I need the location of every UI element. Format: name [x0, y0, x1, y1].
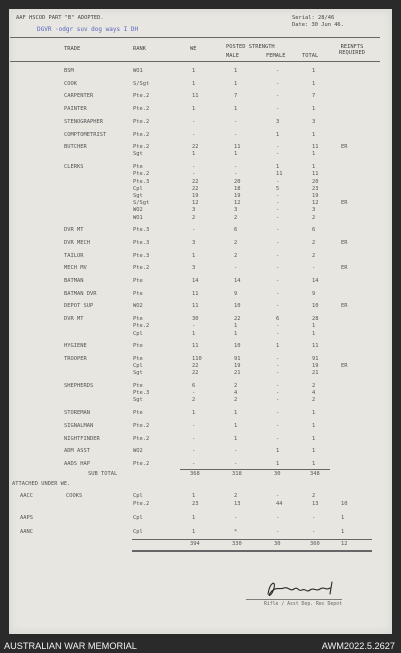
row-female: - — [276, 303, 280, 310]
row-rank: Pte.2 — [133, 460, 150, 467]
row-rank: Pte.3 — [133, 178, 150, 185]
subtotal-label: SUB TOTAL — [88, 471, 118, 478]
row-we: 1 — [192, 252, 196, 259]
row-we: 12 — [192, 200, 199, 207]
row-rank: Sgt — [133, 370, 143, 377]
row-female: - — [276, 390, 280, 397]
row-rank: WO2 — [133, 448, 143, 455]
row-female: 6 — [276, 316, 280, 323]
attached-rank: Cpl — [133, 515, 143, 522]
row-trade: DVR MT — [64, 316, 84, 323]
col-we: WE — [190, 46, 197, 52]
row-reinfts: ER — [341, 200, 348, 207]
row-we: 6 — [192, 383, 196, 389]
row-reinfts: ER — [341, 144, 348, 151]
row-trade: CLERKS — [64, 164, 84, 171]
row-rank: Pte — [133, 316, 143, 323]
row-rank: Sgt — [133, 151, 143, 158]
row-total: 11 — [312, 343, 319, 350]
row-male: 10 — [234, 303, 241, 310]
row-rank: Pte — [133, 383, 143, 389]
row-we: 1 — [192, 330, 196, 337]
row-we: - — [192, 460, 196, 467]
row-total: 19 — [312, 363, 319, 370]
row-total: 14 — [312, 278, 319, 284]
row-rank: Pte.2 — [133, 144, 150, 151]
row-male: 6 — [234, 227, 238, 234]
row-we: - — [192, 435, 196, 442]
row-rank: Pte.3 — [133, 252, 150, 259]
col-male: MALE — [226, 53, 239, 59]
row-total: - — [312, 265, 316, 272]
archive-footer — [0, 638, 401, 653]
row-rank: Pte.2 — [133, 118, 150, 125]
row-rank: Pte.2 — [133, 131, 150, 138]
row-male: 2 — [234, 214, 238, 221]
row-female: - — [276, 227, 280, 234]
row-we: - — [192, 323, 196, 330]
row-rank: Cpl — [133, 330, 143, 337]
attached-unit: AAPS — [20, 515, 33, 522]
row-rank: Cpl — [133, 363, 143, 370]
row-female: 11 — [276, 171, 283, 178]
row-male: 1 — [234, 68, 238, 74]
header-bottom-rule — [10, 61, 380, 62]
row-total: 4 — [312, 390, 316, 397]
row-rank: Pte.2 — [133, 265, 150, 272]
row-total: 1 — [312, 448, 316, 455]
row-we: 3 — [192, 207, 196, 214]
row-total: 23 — [312, 185, 319, 192]
row-male: 21 — [234, 370, 241, 377]
row-we: 1 — [192, 68, 196, 74]
row-trade: BUTCHER — [64, 144, 87, 151]
row-total: 21 — [312, 370, 319, 377]
document-date: Date: 30 Jun 46. — [292, 22, 344, 28]
row-total: 28 — [312, 316, 319, 323]
ink-stamp: DGVR ·odgr suv dog ways I DH — [37, 26, 139, 33]
col-reinfts-required: REINFTS REQUIRED — [339, 44, 365, 57]
attached-female: - — [276, 515, 280, 522]
row-female: - — [276, 68, 280, 74]
row-total: 1 — [312, 80, 316, 87]
row-female: 1 — [276, 448, 280, 455]
row-female: - — [276, 290, 280, 297]
row-trade: COOK — [64, 80, 77, 87]
row-total: 1 — [312, 410, 316, 417]
attached-trade: COOKS — [66, 493, 83, 500]
row-female: - — [276, 151, 280, 158]
row-total: 1 — [312, 106, 316, 113]
footer-source: AUSTRALIAN WAR MEMORIAL — [4, 641, 137, 651]
footer-ref: AWM2022.5.2627 — [321, 641, 395, 651]
document-title: AAF HSCOD PART "B" ADOPTED. — [16, 15, 104, 21]
row-female: - — [276, 192, 280, 199]
subtotal-rule — [180, 469, 330, 470]
row-we: 22 — [192, 363, 199, 370]
row-male: 4 — [234, 390, 238, 397]
attached-male: - — [234, 515, 238, 522]
row-trade: NIGHTFINDER — [64, 435, 100, 442]
row-rank: Pte — [133, 164, 143, 171]
row-total: 10 — [312, 303, 319, 310]
col-posted-strength: POSTED STRENGTH — [226, 44, 275, 50]
row-total: 1 — [312, 131, 316, 138]
row-total: 1 — [312, 460, 316, 467]
attached-we: 1 — [192, 515, 196, 522]
col-trade: TRADE — [64, 46, 81, 52]
row-we: - — [192, 171, 196, 178]
row-reinfts: ER — [341, 363, 348, 370]
row-female: - — [276, 397, 280, 404]
row-male: - — [234, 448, 238, 455]
row-total: 11 — [312, 144, 319, 151]
signature-caption: Rifle / Asst Dep. Rec Depot — [264, 602, 342, 607]
row-we: 11 — [192, 290, 199, 297]
row-trade: AADS HAP — [64, 460, 90, 467]
row-we: 11 — [192, 343, 199, 350]
row-rank: Sgt — [133, 192, 143, 199]
row-female: - — [276, 370, 280, 377]
row-trade: PAINTER — [64, 106, 87, 113]
row-rank: Pte.2 — [133, 171, 150, 178]
row-male: 19 — [234, 363, 241, 370]
row-female: - — [276, 200, 280, 207]
row-reinfts: ER — [341, 239, 348, 246]
row-we: 22 — [192, 178, 199, 185]
col-rank: RANK — [133, 46, 146, 52]
row-rank: Pte.3 — [133, 239, 150, 246]
col-total: TOTAL — [302, 53, 319, 59]
row-we: 11 — [192, 93, 199, 100]
row-we: 22 — [192, 144, 199, 151]
row-reinfts: ER — [341, 265, 348, 272]
row-trade: TROOPER — [64, 355, 87, 362]
row-female: - — [276, 207, 280, 214]
row-trade: BSM — [64, 68, 74, 74]
row-female: 1 — [276, 460, 280, 467]
row-we: - — [192, 118, 196, 125]
row-total: 6 — [312, 227, 316, 234]
attached-male: * — [234, 529, 238, 536]
row-male: 19 — [234, 192, 241, 199]
row-we: 110 — [192, 355, 202, 362]
row-we: 1 — [192, 80, 196, 87]
row-we: - — [192, 164, 196, 171]
row-female: 1 — [276, 343, 280, 350]
row-trade: ADM ASST — [64, 448, 90, 455]
row-trade: DVR MECH — [64, 239, 90, 246]
serial-number: Serial: 28/46 — [292, 15, 335, 21]
row-rank: WO2 — [133, 207, 143, 214]
row-trade: HYGIENE — [64, 343, 87, 350]
row-male: - — [234, 118, 238, 125]
row-reinfts: ER — [341, 303, 348, 310]
row-male: 1 — [234, 80, 238, 87]
row-total: 2 — [312, 214, 316, 221]
row-female: - — [276, 252, 280, 259]
row-trade: STENOGRAPHER — [64, 118, 103, 125]
row-male: 20 — [234, 178, 241, 185]
row-female: - — [276, 323, 280, 330]
row-male: 18 — [234, 185, 241, 192]
row-female: - — [276, 383, 280, 389]
row-female: - — [276, 106, 280, 113]
row-male: 9 — [234, 290, 238, 297]
row-we: 14 — [192, 278, 199, 284]
row-total: 12 — [312, 200, 319, 207]
row-male: 7 — [234, 93, 238, 100]
attached-unit: AANC — [20, 529, 33, 536]
row-we: 1 — [192, 410, 196, 417]
row-female: - — [276, 435, 280, 442]
row-male: 3 — [234, 207, 238, 214]
attached-heading: ATTACHED UNDER WE. — [12, 481, 71, 488]
row-we: 2 — [192, 397, 196, 404]
row-we: - — [192, 131, 196, 138]
grandtotal-total: 360 — [310, 541, 320, 548]
row-female: - — [276, 214, 280, 221]
row-rank: Pte — [133, 355, 143, 362]
signature — [262, 578, 352, 600]
row-female: 3 — [276, 118, 280, 125]
grandtotal-rule — [132, 539, 372, 540]
row-male: 1 — [234, 435, 238, 442]
row-rank: Pte.2 — [133, 323, 150, 330]
row-rank: Pte.2 — [133, 106, 150, 113]
row-female: - — [276, 178, 280, 185]
row-male: 2 — [234, 397, 238, 404]
row-trade: COMPTOMETRIST — [64, 131, 107, 138]
row-we: 2 — [192, 214, 196, 221]
row-female: 1 — [276, 131, 280, 138]
row-rank: Pte — [133, 290, 143, 297]
row-total: 3 — [312, 118, 316, 125]
attached-total: 13 — [312, 501, 319, 508]
attached-reinfts: 1 — [341, 529, 345, 536]
row-male: 2 — [234, 383, 238, 389]
attached-reinfts: 10 — [341, 501, 348, 508]
row-total: 1 — [312, 164, 316, 171]
row-rank: Sgt — [133, 397, 143, 404]
row-total: 7 — [312, 93, 316, 100]
row-total: 1 — [312, 68, 316, 74]
row-female: - — [276, 144, 280, 151]
row-total: 2 — [312, 252, 316, 259]
row-total: 11 — [312, 171, 319, 178]
row-total: 1 — [312, 323, 316, 330]
row-total: 3 — [312, 207, 316, 214]
row-rank: WO1 — [133, 68, 143, 74]
row-rank: Pte — [133, 410, 143, 417]
row-rank: S/Sgt — [133, 80, 150, 87]
row-rank: Cpl — [133, 185, 143, 192]
row-male: 1 — [234, 410, 238, 417]
row-we: - — [192, 390, 196, 397]
row-trade: SHEPHERDS — [64, 383, 94, 389]
row-male: 11 — [234, 144, 241, 151]
grandtotal-we: 394 — [190, 541, 200, 548]
row-trade: DEPOT SUP — [64, 303, 94, 310]
row-total: 2 — [312, 239, 316, 246]
row-male: 22 — [234, 316, 241, 323]
row-male: 91 — [234, 355, 241, 362]
row-male: - — [234, 171, 238, 178]
row-male: 1 — [234, 151, 238, 158]
row-we: 1 — [192, 106, 196, 113]
attached-total: 2 — [312, 493, 316, 500]
attached-we: 23 — [192, 501, 199, 508]
row-male: 10 — [234, 343, 241, 350]
row-trade: DVR MT — [64, 227, 84, 234]
row-trade: STOREMAN — [64, 410, 90, 417]
row-rank: S/Sgt — [133, 200, 150, 207]
row-we: 11 — [192, 303, 199, 310]
row-male: 2 — [234, 239, 238, 246]
row-male: 1 — [234, 330, 238, 337]
row-trade: BATMAN — [64, 278, 84, 284]
grandtotal-double-rule — [132, 550, 372, 552]
row-rank: Pte.2 — [133, 435, 150, 442]
row-we: - — [192, 448, 196, 455]
row-total: 1 — [312, 151, 316, 158]
row-female: - — [276, 330, 280, 337]
row-total: 2 — [312, 383, 316, 389]
attached-reinfts: 1 — [341, 515, 345, 522]
row-female: - — [276, 355, 280, 362]
row-we: 1 — [192, 151, 196, 158]
attached-total: - — [312, 529, 316, 536]
row-female: - — [276, 80, 280, 87]
subtotal-male: 318 — [232, 471, 242, 478]
row-male: 14 — [234, 278, 241, 284]
row-we: 3 — [192, 239, 196, 246]
row-male: 2 — [234, 252, 238, 259]
row-female: 1 — [276, 164, 280, 171]
row-female: - — [276, 410, 280, 417]
row-rank: Pte — [133, 278, 143, 284]
subtotal-total: 348 — [310, 471, 320, 478]
row-we: 3 — [192, 265, 196, 272]
row-male: 1 — [234, 106, 238, 113]
subtotal-female: 30 — [274, 471, 281, 478]
attached-total: - — [312, 515, 316, 522]
row-total: 1 — [312, 435, 316, 442]
attached-rank: Cpl — [133, 529, 143, 536]
subtotal-we: 368 — [190, 471, 200, 478]
row-female: - — [276, 363, 280, 370]
col-female: FEMALE — [266, 53, 286, 59]
row-female: - — [276, 278, 280, 284]
row-rank: WO1 — [133, 214, 143, 221]
row-total: 2 — [312, 397, 316, 404]
row-rank: Pte.2 — [133, 93, 150, 100]
row-we: - — [192, 422, 196, 429]
row-male: - — [234, 131, 238, 138]
row-rank: Pte.3 — [133, 390, 150, 397]
row-female: - — [276, 422, 280, 429]
row-rank: WO2 — [133, 303, 143, 310]
row-rank: Pte — [133, 343, 143, 350]
attached-female: - — [276, 529, 280, 536]
row-trade: BATMAN DVR — [64, 290, 97, 297]
row-male: - — [234, 265, 238, 272]
row-trade: MECH MV — [64, 265, 87, 272]
row-we: - — [192, 227, 196, 234]
attached-we: 1 — [192, 493, 196, 500]
attached-male: 2 — [234, 493, 238, 500]
grandtotal-reinfts: 12 — [341, 541, 348, 548]
row-total: 1 — [312, 330, 316, 337]
attached-unit: AACC — [20, 493, 33, 500]
row-total: 1 — [312, 422, 316, 429]
row-female: - — [276, 265, 280, 272]
header-top-rule — [10, 37, 380, 38]
attached-rank: Cpl — [133, 493, 143, 500]
row-female: - — [276, 239, 280, 246]
row-total: 91 — [312, 355, 319, 362]
row-male: - — [234, 460, 238, 467]
row-total: 19 — [312, 192, 319, 199]
row-trade: TAILOR — [64, 252, 84, 259]
row-we: 22 — [192, 185, 199, 192]
row-trade: SIGNALMAN — [64, 422, 94, 429]
row-trade: CARPENTER — [64, 93, 94, 100]
row-we: 30 — [192, 316, 199, 323]
row-male: 1 — [234, 323, 238, 330]
row-female: - — [276, 93, 280, 100]
attached-rank: Pte.2 — [133, 501, 150, 508]
attached-male: 13 — [234, 501, 241, 508]
row-male: 12 — [234, 200, 241, 207]
row-male: 1 — [234, 422, 238, 429]
row-total: 9 — [312, 290, 316, 297]
attached-female: - — [276, 493, 280, 500]
attached-female: 44 — [276, 501, 283, 508]
row-female: 5 — [276, 185, 280, 192]
row-total: 20 — [312, 178, 319, 185]
row-male: - — [234, 164, 238, 171]
grandtotal-male: 330 — [232, 541, 242, 548]
row-rank: Pte.3 — [133, 227, 150, 234]
grandtotal-female: 30 — [274, 541, 281, 548]
row-rank: Pte.2 — [133, 422, 150, 429]
attached-we: 1 — [192, 529, 196, 536]
row-we: 19 — [192, 192, 199, 199]
row-we: 22 — [192, 370, 199, 377]
